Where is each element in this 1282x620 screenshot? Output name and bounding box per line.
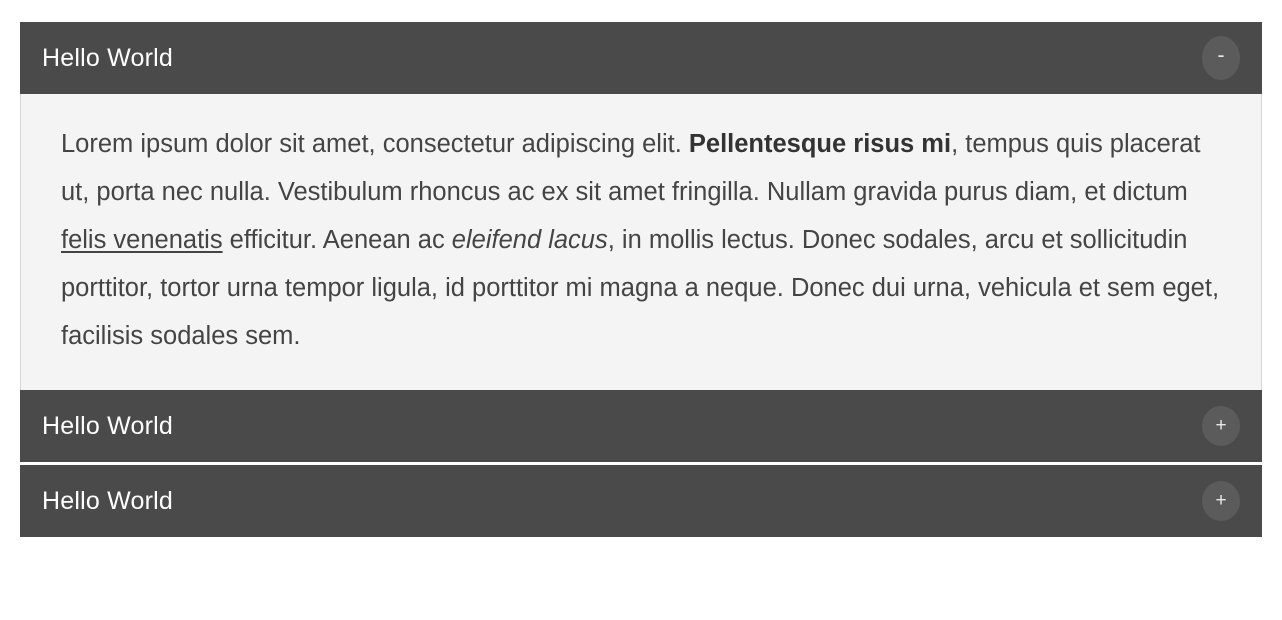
accordion-header-2[interactable] [20,390,1262,462]
plus-icon[interactable]: + [1202,481,1240,521]
body-segment-underline: felis venenatis [61,226,223,254]
body-segment-text: efficitur. Aenean ac [222,226,452,254]
body-segment-text: , in mollis lectus. Donec sodales, arcu et sollicitudin porttitor, tortor urna tempor ligula, id porttitor mi magna a neque. Donec dui urna, vehicula et sem eget, facilisis sodales sem. [61,226,1220,350]
accordion-body-1 [20,94,1262,390]
accordion-header-3[interactable] [20,465,1262,537]
accordion-body-text-1 [61,120,1231,360]
body-segment-italic: eleifend lacus [451,226,608,254]
body-segment-text: Lorem ipsum dolor sit amet, consectetur adipiscing elit. [61,130,689,158]
accordion-title-3: Hello World [42,486,173,515]
accordion-panel-2 [20,390,1262,462]
accordion-title-2: Hello World [42,411,173,440]
accordion-title-1: Hello World [42,43,173,72]
accordion-header-1[interactable] [20,22,1262,94]
accordion [20,22,1262,537]
body-segment-bold: Pellentesque risus mi [688,130,952,158]
body-segment-text: , tempus quis placerat ut, porta nec nulla. Vestibulum rhoncus ac ex sit amet fringilla. Nullam gravida purus diam, et dictum [61,130,1201,206]
accordion-panel-3 [20,465,1262,537]
minus-icon[interactable]: - [1202,36,1240,80]
plus-icon[interactable]: + [1202,406,1240,446]
accordion-panel-1 [20,22,1262,390]
